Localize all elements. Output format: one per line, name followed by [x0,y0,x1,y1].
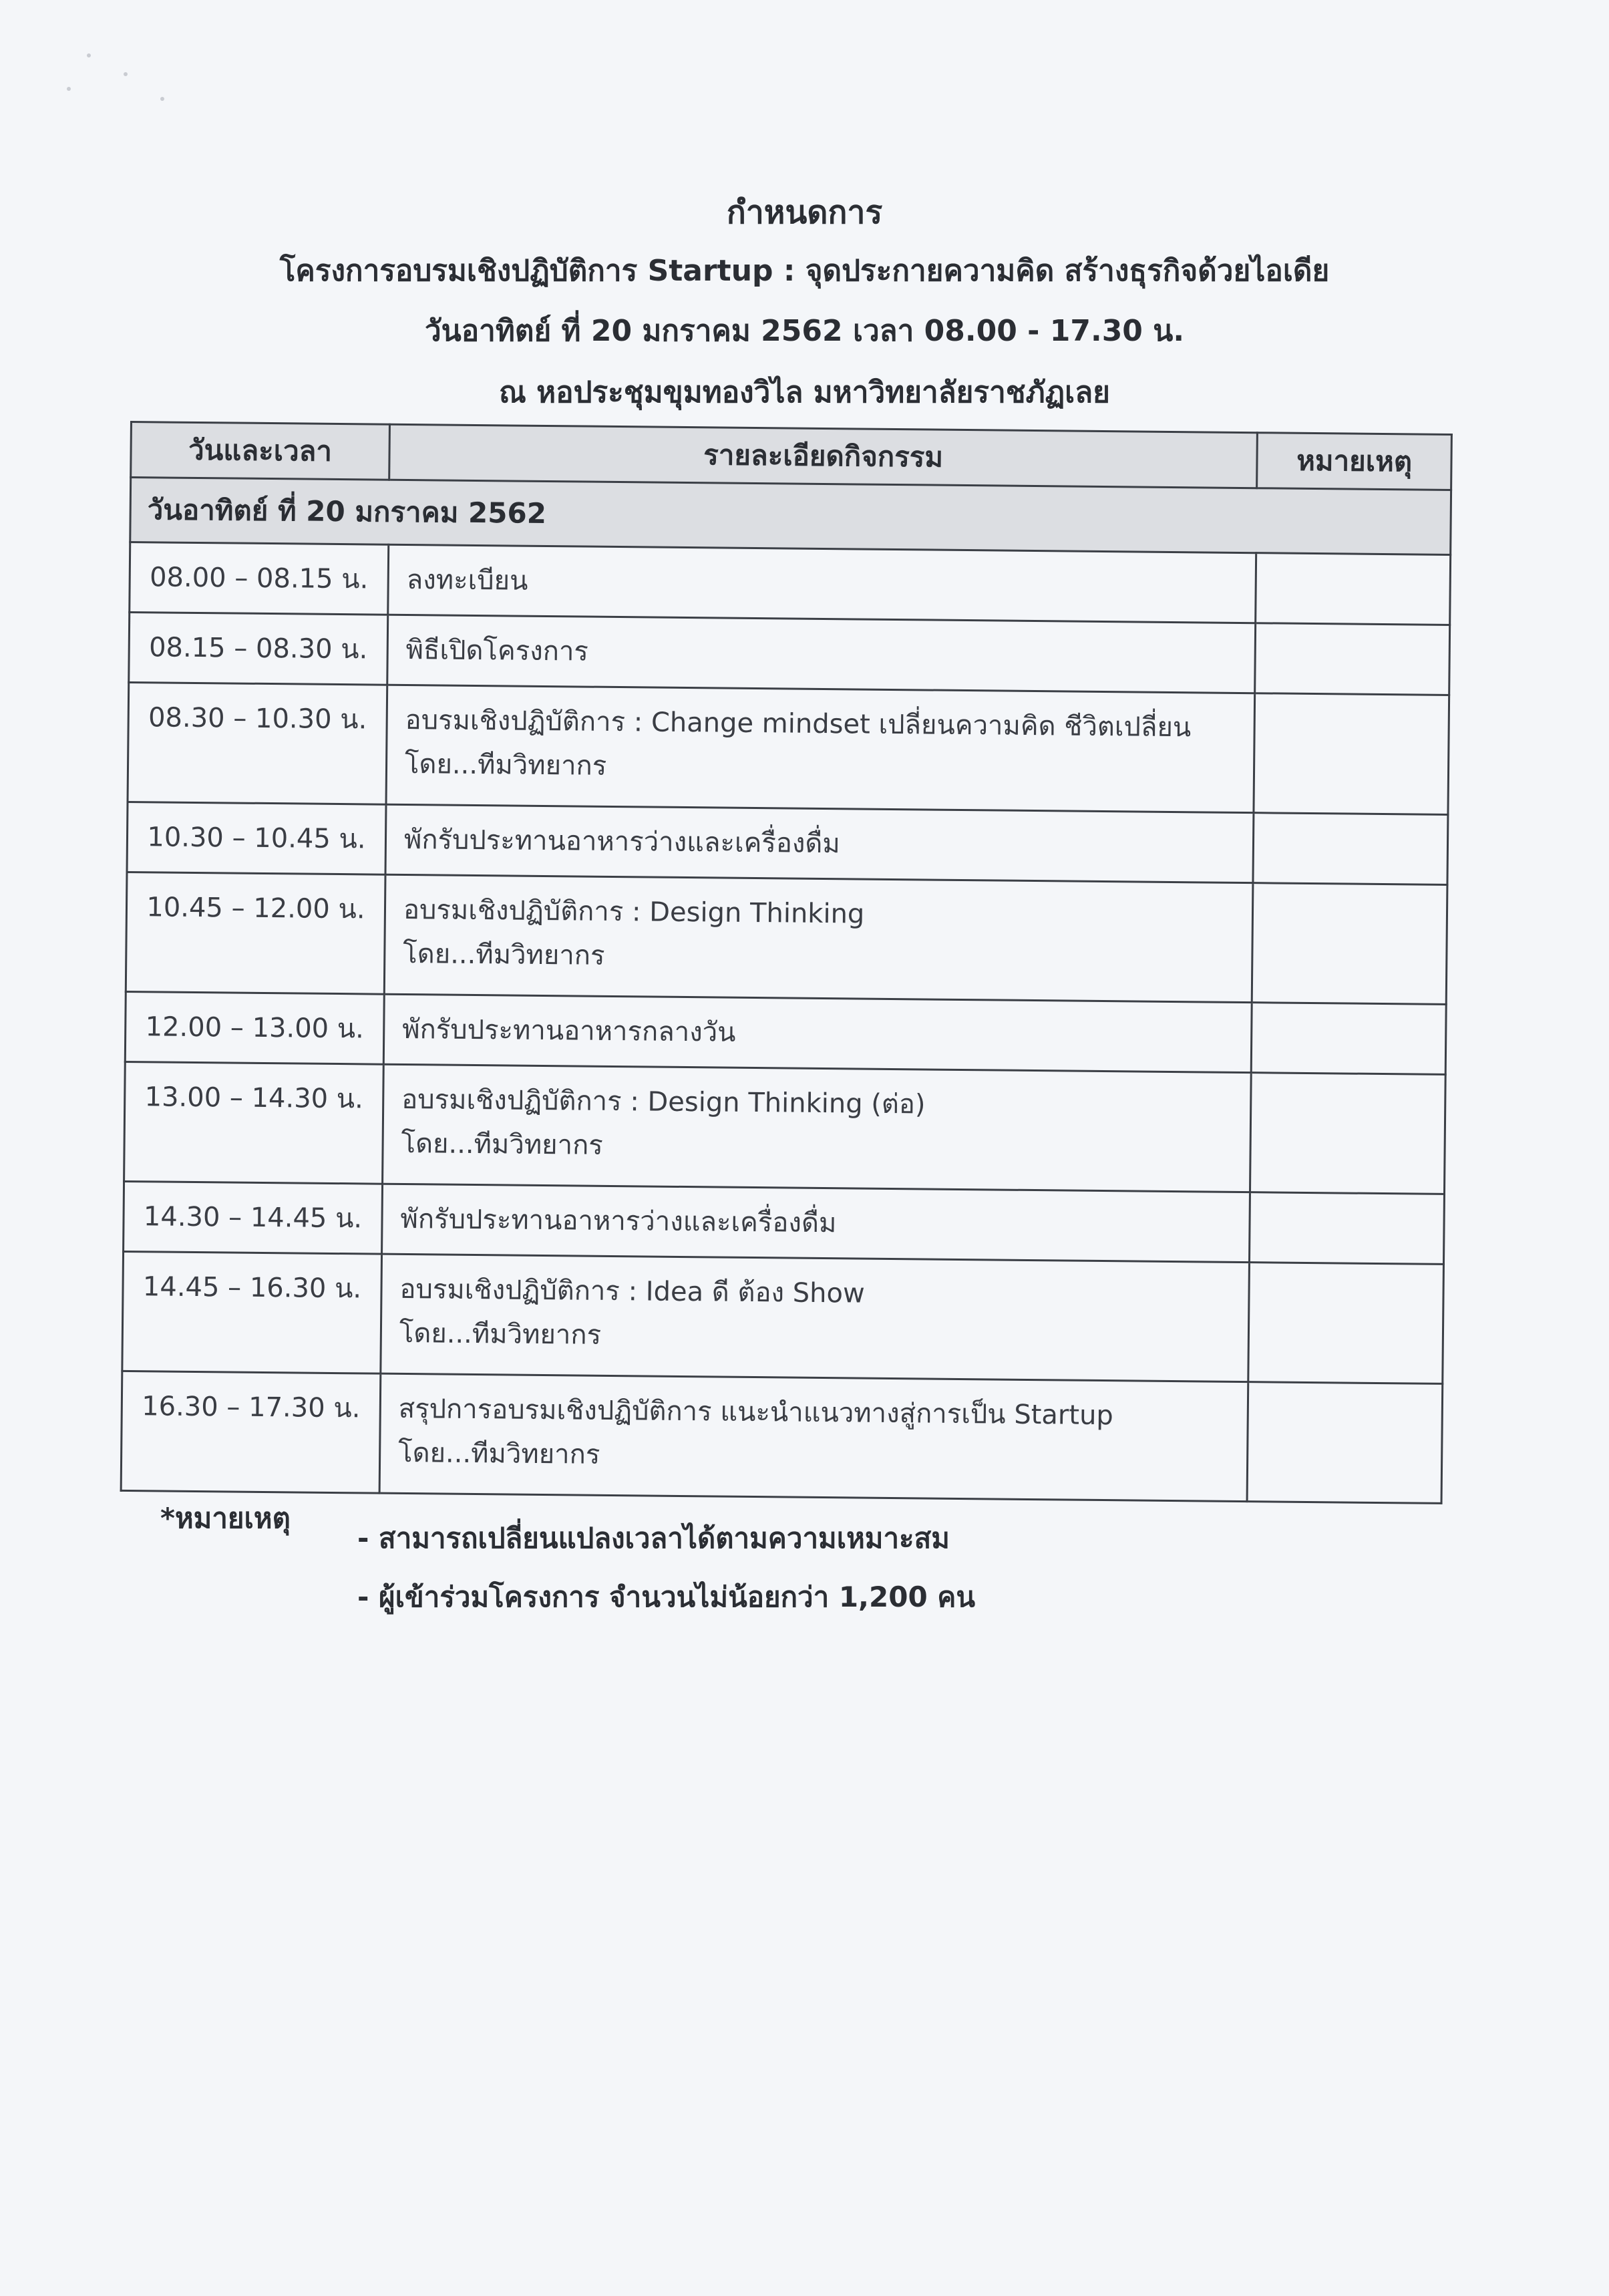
table-row [129,613,1450,695]
row-detail [385,804,1254,882]
row-detail-speaker: โดย...ทีมวิทยากร [399,1317,602,1351]
row-detail-speaker: โดย...ทีมวิทยากร [404,748,607,782]
project-name: โครงการอบรมเชิงปฏิบัติการ Startup : จุดประกายความคิด สร้างธุรกิจด้วยไอเดีย [279,254,1330,288]
row-detail [381,1184,1250,1262]
table-row [126,872,1447,1004]
row-detail-line: สรุปการอบรมเชิงปฏิบัติการ แนะนำแนวทางสู่การเป็น Startup [398,1393,1114,1432]
row-time: 14.45 – 16.30 น. [122,1251,382,1373]
table-row [125,991,1446,1074]
row-note [1250,1073,1445,1194]
row-detail-line: พิธีเปิดโครงการ [405,634,589,667]
row-note [1253,813,1448,885]
row-detail-speaker: โดย...ทีมวิทยากร [403,938,605,971]
table-row [128,682,1449,814]
row-time: 12.00 – 13.00 น. [125,991,384,1064]
row-detail-line: พักรับประทานอาหารว่างและเครื่องดื่ม [400,1203,837,1239]
scan-speck [124,72,128,76]
row-detail-line: อบรมเชิงปฏิบัติการ : Change mindset เปลี่ยนความคิด ชีวิตเปลี่ยน [405,704,1192,744]
note-item: - ผู้เข้าร่วมโครงการ จำนวนไม่น้อยกว่า 1,200 คน [357,1581,976,1613]
scan-speck [67,87,71,91]
header-time: วันและเวลา [131,422,390,480]
row-detail-line: พักรับประทานอาหารว่างและเครื่องดื่ม [403,824,840,860]
row-detail [383,994,1252,1072]
row-detail-line: อบรมเชิงปฏิบัติการ : Idea ดี ต้อง Show [399,1273,865,1309]
row-time: 08.30 – 10.30 น. [128,682,387,804]
row-detail-line: อบรมเชิงปฏิบัติการ : Design Thinking [403,894,865,930]
table-row [124,1061,1446,1194]
scan-speck [160,97,164,101]
row-detail [386,685,1255,812]
row-time: 08.15 – 08.30 น. [129,613,388,685]
row-time: 10.30 – 10.45 น. [127,802,386,874]
table-row [127,802,1448,884]
day-label: วันอาทิตย์ ที่ 20 มกราคม 2562 [130,478,1451,555]
notes-label: *หมายเหตุ [160,1502,291,1534]
event-venue: ณ หอประชุมขุมทองวิไล มหาวิทยาลัยราชภัฏเลย [499,375,1110,409]
table-row [124,1181,1445,1264]
row-note [1248,1263,1443,1384]
row-note [1252,1003,1447,1075]
row-detail [383,1064,1252,1192]
row-detail [387,615,1256,693]
table-row [121,1371,1443,1503]
row-detail-speaker: โดย...ทีมวิทยากร [397,1437,600,1470]
header-detail: รายละเอียดกิจกรรม [389,424,1258,488]
row-note [1247,1382,1442,1504]
row-time: 16.30 – 17.30 น. [121,1371,381,1493]
event-date: วันอาทิตย์ ที่ 20 มกราคม 2562 เวลา 08.00 - 17.30 น. [424,314,1185,348]
row-time: 13.00 – 14.30 น. [124,1061,384,1184]
row-detail [381,1254,1250,1381]
row-detail-line: ลงทะเบียน [406,564,528,597]
day-row [130,478,1451,555]
row-detail-speaker: โดย...ทีมวิทยากร [401,1128,604,1161]
scan-speck [87,53,91,57]
scan-specks [60,40,194,120]
row-note [1256,553,1451,625]
table-row [122,1251,1444,1383]
document-title: กำหนดการ [726,194,883,231]
table-row [130,542,1451,625]
row-time: 10.45 – 12.00 น. [126,872,385,994]
row-note [1250,1192,1445,1265]
row-time: 08.00 – 08.15 น. [130,542,389,615]
row-detail [379,1373,1248,1501]
row-note [1254,693,1449,815]
row-detail [388,544,1256,623]
row-detail [384,874,1253,1002]
header-note: หมายเหตุ [1257,433,1451,490]
schedule-table [120,421,1453,1504]
row-detail-line: พักรับประทานอาหารกลางวัน [402,1013,736,1048]
note-item: - สามารถเปลี่ยนแปลงเวลาได้ตามความเหมาะสม [357,1522,950,1554]
row-note [1255,623,1450,695]
row-time: 14.30 – 14.45 น. [124,1181,383,1254]
row-note [1252,883,1447,1005]
row-detail-line: อบรมเชิงปฏิบัติการ : Design Thinking (ต่อ) [401,1084,926,1120]
